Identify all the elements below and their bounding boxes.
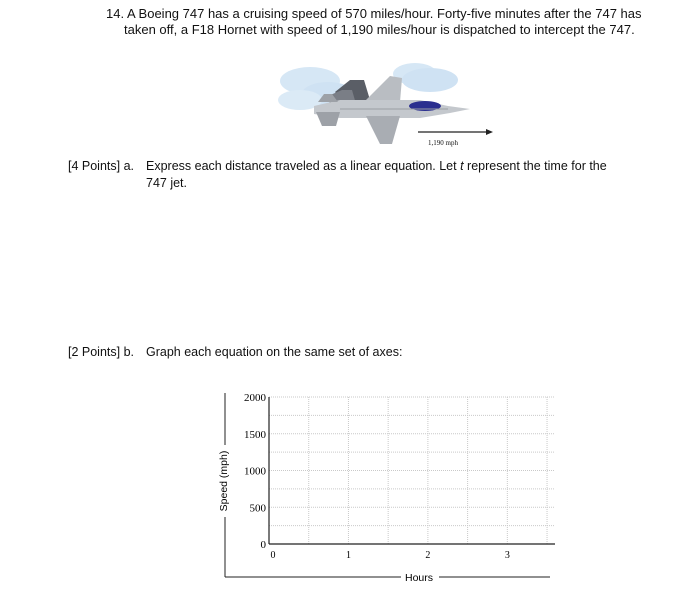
part-a-variable: t <box>460 159 464 173</box>
part-b-text: Graph each equation on the same set of axes: <box>146 345 403 359</box>
part-b-points: [2 Points] b. <box>68 345 135 359</box>
part-a-text <box>146 158 607 175</box>
y-tick-label: 1500 <box>244 428 266 441</box>
problem-text-2: taken off, a F18 Hornet with speed of 1,190 miles/hour is dispatched to intercept the 747. <box>124 22 635 37</box>
problem-line-1 <box>106 6 642 22</box>
speed-label: 1,190 mph <box>428 139 458 147</box>
y-tick-label: 1000 <box>244 465 266 478</box>
part-a-points: [4 Points] a. <box>68 159 135 173</box>
y-axis-label: Speed (mph) <box>218 450 230 512</box>
x-axis-label: Hours <box>404 572 434 584</box>
jet-illustration <box>270 56 500 156</box>
speed-time-graph <box>205 385 565 590</box>
speed-arrow <box>418 129 493 135</box>
y-tick-label: 2000 <box>244 392 266 404</box>
x-tick-label: 1 <box>345 550 351 561</box>
y-tick-label: 0 <box>260 539 266 551</box>
problem-number: 14. <box>106 6 125 21</box>
part-a-text-line-2: 747 jet. <box>146 176 188 190</box>
problem-text-1: A Boeing 747 has a cruising speed of 570 miles/hour. Forty-five minutes after the 747 has <box>126 6 642 21</box>
chart-grid <box>269 397 555 544</box>
y-tick-label: 500 <box>249 502 266 515</box>
part-a-text-after: represent the time for the <box>463 159 607 173</box>
x-tick-label: 0 <box>270 550 276 561</box>
x-tick-label: 2 <box>425 550 431 561</box>
part-a-text-before: Express each distance traveled as a linear equation. Let <box>146 159 461 173</box>
chart-ticks <box>244 392 510 561</box>
x-tick-label: 3 <box>504 550 510 561</box>
